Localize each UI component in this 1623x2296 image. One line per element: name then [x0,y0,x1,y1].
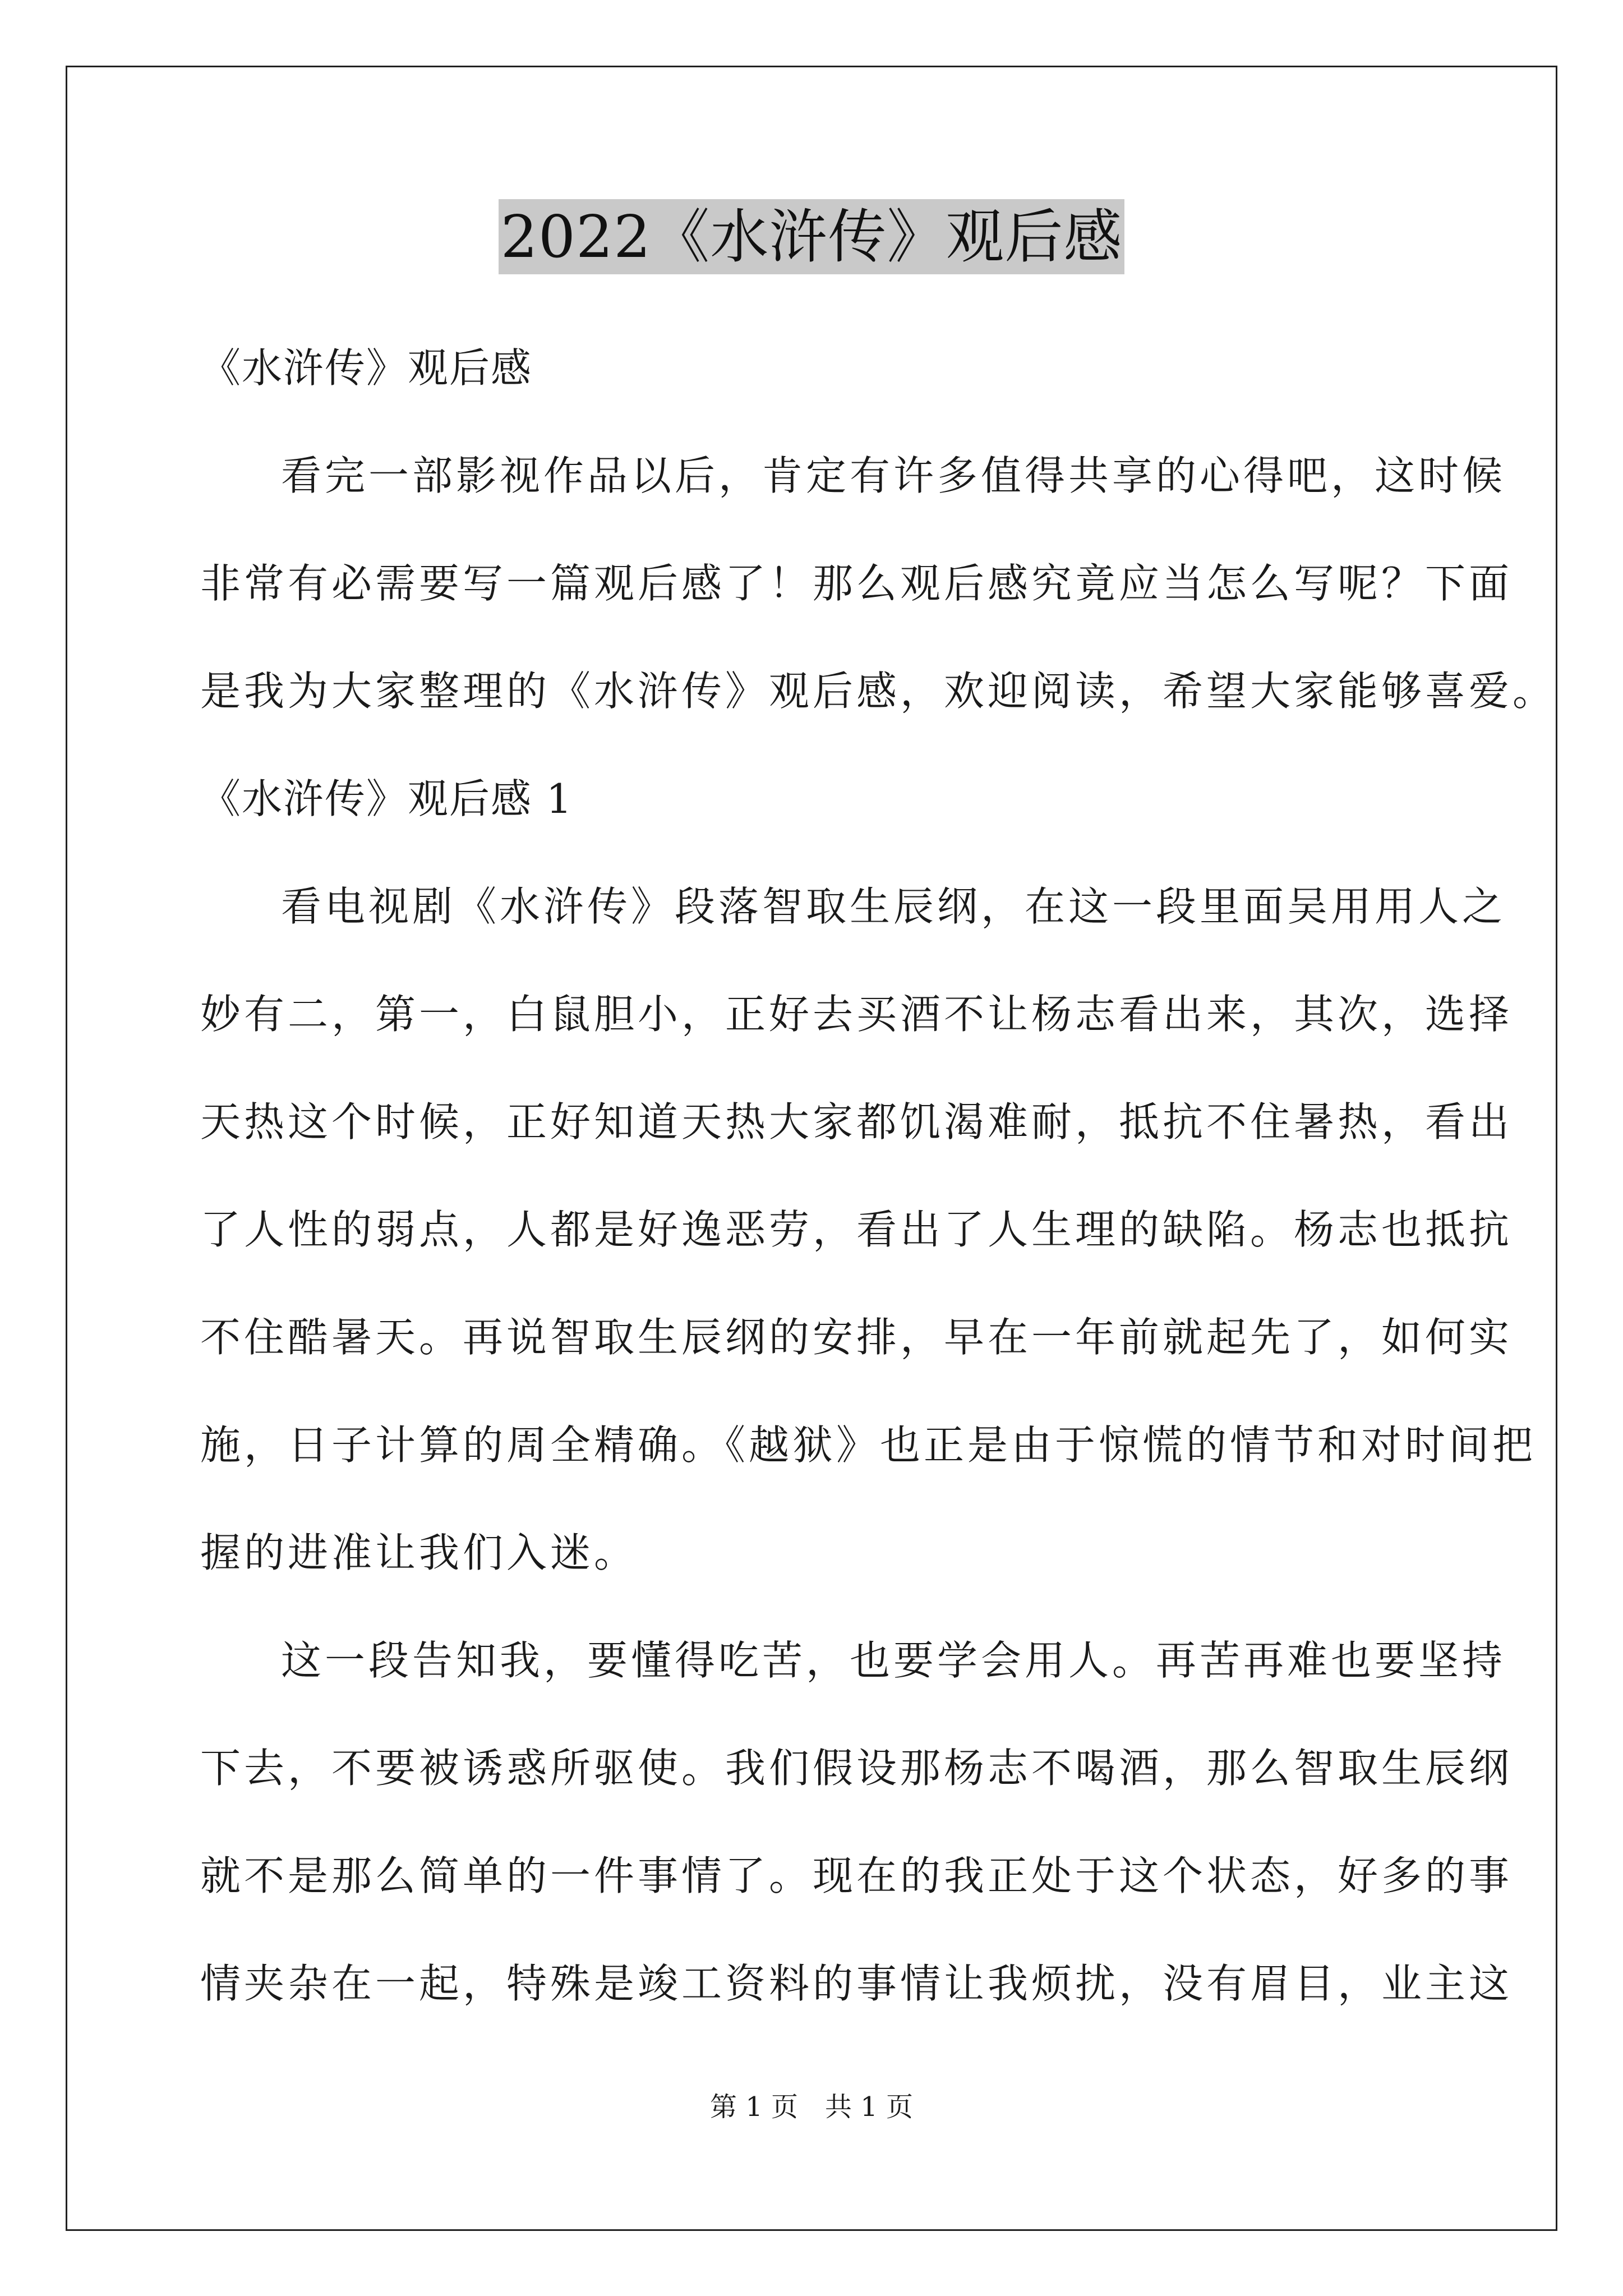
paragraph-line: 这一段告知我，要懂得吃苦，也要学会用人。再苦再难也要坚持 [281,1637,1506,1684]
paragraph-line: 就不是那么简单的一件事情了。现在的我正处于这个状态，好多的事 [200,1852,1513,1899]
paragraph-line: 情夹杂在一起，特殊是竣工资料的事情让我烦扰，没有眉目，业主这 [200,1960,1513,2007]
paragraph-line: 施，日子计算的周全精确。《越狱》也正是由于惊慌的情节和对时间把 [200,1421,1537,1469]
paragraph-line: 是我为大家整理的《水浒传》观后感，欢迎阅读，希望大家能够喜爱。 [200,668,1557,715]
paragraph-line: 不住酷暑天。再说智取生辰纲的安排，早在一年前就起先了，如何实 [200,1314,1513,1361]
page-number-footer: 第 1 页 共 1 页 [709,2091,914,2123]
document-title: 2022《水浒传》观后感 [499,199,1125,274]
paragraph-line: 妙有二，第一，白鼠胆小，正好去买酒不让杨志看出来，其次，选择 [200,991,1513,1038]
paragraph-line: 了人性的弱点，人都是好逸恶劳，看出了人生理的缺陷。杨志也抵抗 [200,1206,1513,1253]
paragraph-line: 看完一部影视作品以后，肯定有许多值得共享的心得吧，这时候 [281,452,1506,499]
paragraph-line: 天热这个时候，正好知道天热大家都饥渴难耐，抵抗不住暑热，看出 [200,1098,1513,1145]
section-heading: 《水浒传》观后感 1 [200,775,573,822]
section-heading: 《水浒传》观后感 [200,344,533,392]
title-container [0,199,1623,274]
paragraph-line: 看电视剧《水浒传》段落智取生辰纲，在这一段里面吴用用人之 [281,883,1506,930]
document-body [200,314,1557,2037]
paragraph-line: 非常有必需要写一篇观后感了！那么观后感究竟应当怎么写呢？下面 [200,560,1513,607]
paragraph-line: 下去，不要被诱惑所驱使。我们假设那杨志不喝酒，那么智取生辰纲 [200,1745,1513,1792]
paragraph-line: 握的进准让我们入迷。 [200,1529,638,1576]
